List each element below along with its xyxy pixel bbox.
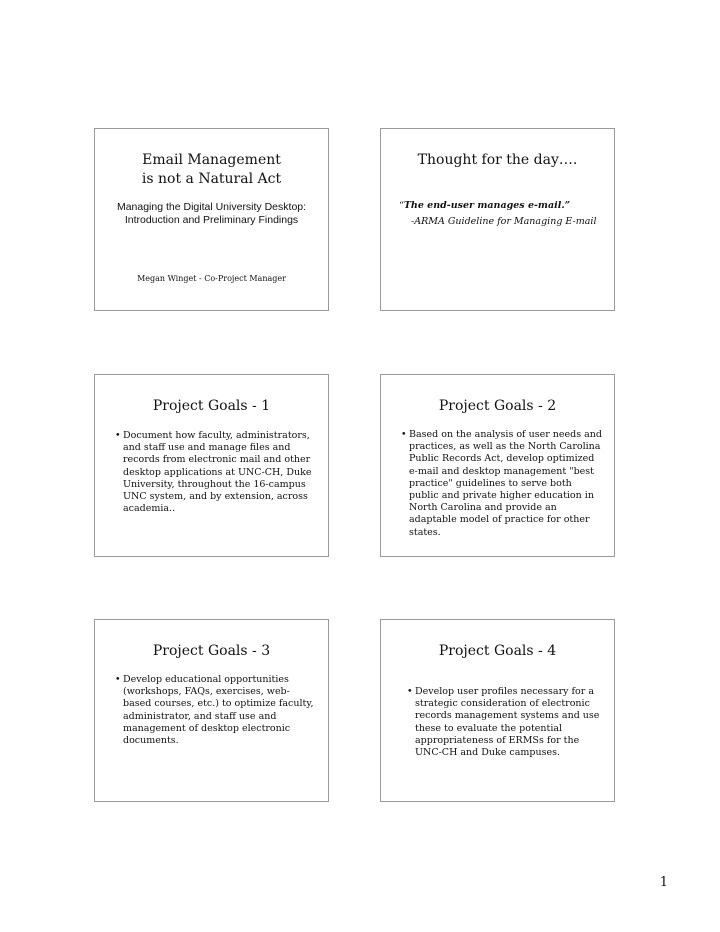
slide-title: Project Goals - 3	[152, 643, 271, 659]
quote-text: The end-user manages e-mail.”	[403, 200, 571, 211]
bullet-text: Document how faculty, administrators, and staff use and manage files and records from electronic mail and other desktop applications at UNC-CH, Duke University, throughout the 16-campus UNC system, and by extension, across academia..	[123, 430, 312, 515]
bullet-icon: •	[115, 430, 121, 441]
list-item	[115, 674, 316, 747]
slide-subtitle: Managing the Digital University Desktop: Introduction and Preliminary Findings	[116, 201, 307, 226]
slide-author: Megan Winget - Co-Project Manager	[137, 274, 286, 283]
slide-1	[94, 128, 329, 311]
slide-4	[380, 374, 615, 557]
bullet-list	[401, 429, 602, 539]
slide-6	[380, 619, 615, 802]
bullet-text: Develop user profiles necessary for a strategic consideration of electronic records management systems and use these to evaluate the potential appropriateness of ERMSs for the UNC-CH and Duke campuses.	[415, 686, 600, 759]
bullet-icon: •	[115, 674, 121, 685]
bullet-icon: •	[401, 429, 407, 440]
bullet-list	[115, 674, 316, 747]
slide-title: Project Goals - 4	[438, 643, 557, 659]
slide-title: Project Goals - 2	[438, 398, 557, 414]
slide-title: Email Management is not a Natural Act	[141, 152, 282, 187]
bullet-text: Based on the analysis of user needs and practices, as well as the North Carolina Public Records Act, develop optimized e-mail and desktop management "best practice" guidelines to serve both public and private higher education in North Carolina and provide an adaptable model of practice for other states.	[409, 429, 602, 538]
bullet-text: Develop educational opportunities (workshops, FAQs, exercises, web-based courses, etc.) to optimize faculty, administrator, and staff use and management of desktop electronic documents.	[123, 674, 314, 747]
bullet-list	[115, 430, 316, 515]
page-number: 1	[659, 875, 668, 890]
list-item	[401, 429, 602, 539]
list-item	[407, 686, 602, 759]
slide-title: Project Goals - 1	[152, 398, 271, 414]
slide-title: Thought for the day….	[417, 152, 578, 168]
slide-quote	[399, 199, 604, 212]
slide-5	[94, 619, 329, 802]
slide-2	[380, 128, 615, 311]
bullet-icon: •	[407, 686, 413, 697]
list-item	[115, 430, 316, 515]
quote-open-mark: “	[399, 200, 404, 211]
slide-3	[94, 374, 329, 557]
quote-attribution: -ARMA Guideline for Managing E-mail	[411, 216, 597, 227]
bullet-list	[407, 686, 602, 759]
